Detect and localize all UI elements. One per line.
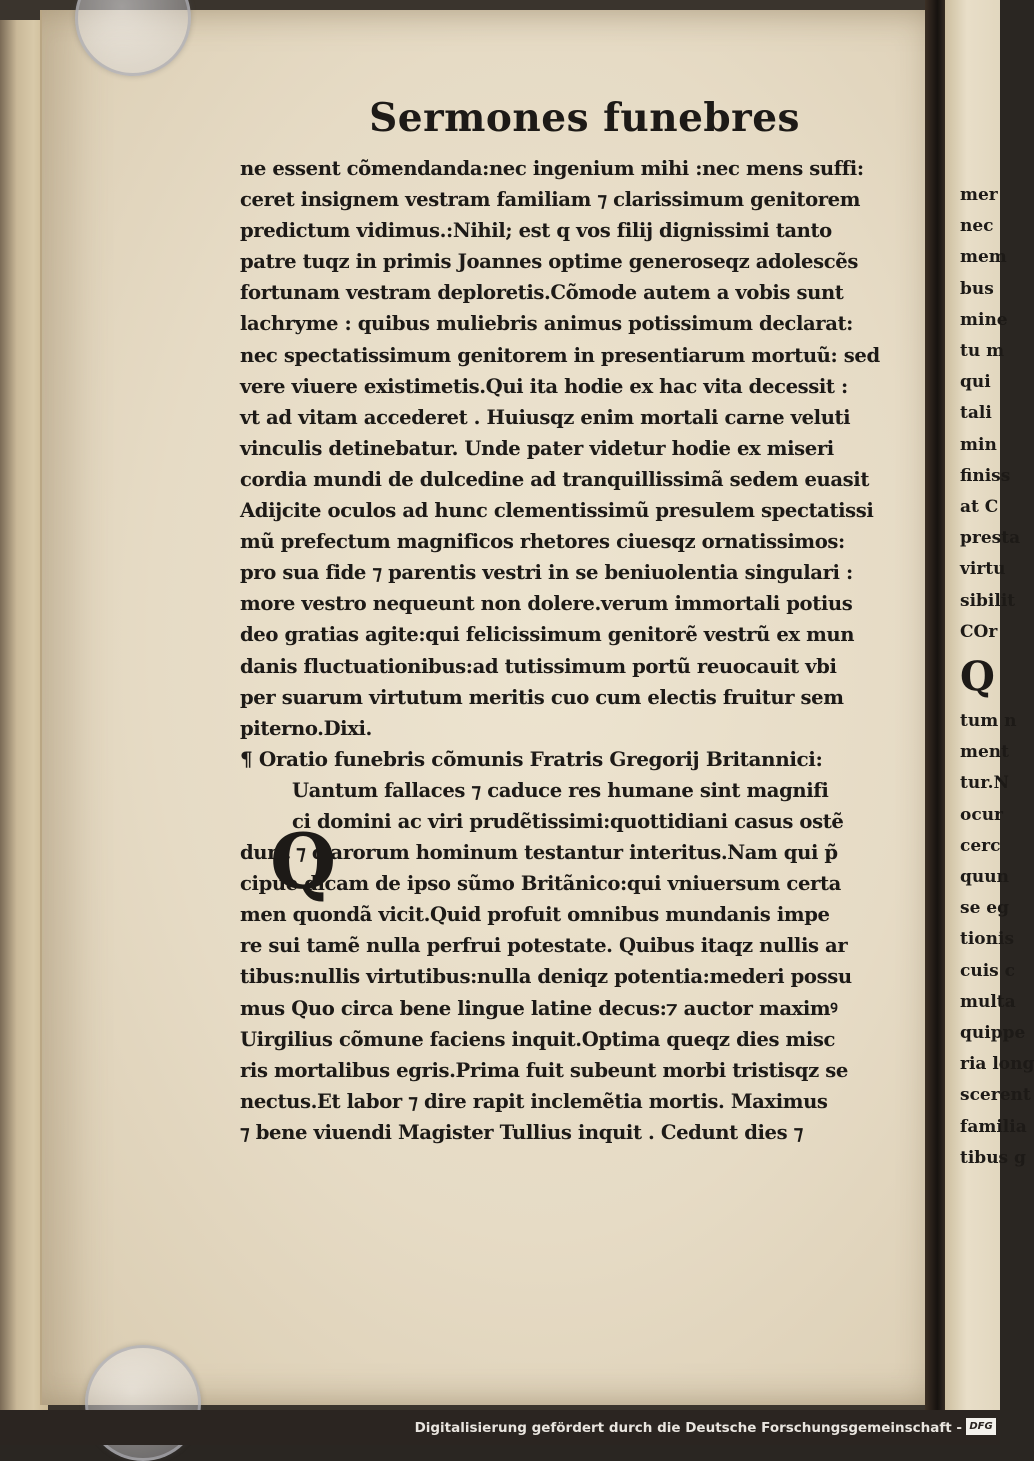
- text-line: lachryme : quibus muliebris animus potissimum declarat:: [240, 312, 853, 336]
- facing-page-line: mem: [960, 247, 1007, 268]
- text-line: per suarum virtutum meritis cuo cum electis fruitur sem: [240, 685, 844, 709]
- text-line: more vestro nequeunt non dolere.verum immortali potius: [240, 592, 853, 616]
- facing-page-line: ment: [960, 742, 1010, 763]
- facing-page-line: COr: [960, 621, 998, 642]
- facing-page-line: finiss: [960, 465, 1011, 486]
- facing-page-line: familia: [960, 1116, 1027, 1137]
- facing-page-line: quippe: [960, 1023, 1026, 1044]
- footer-bar: [0, 1410, 1000, 1445]
- footer-credit: Digitalisierung gefördert durch die Deutsche Forschungsgemeinschaft -: [414, 1420, 962, 1436]
- text-line: ¶ Oratio funebris cõmunis Fratris Gregorij Britannici:: [240, 746, 823, 771]
- facing-page-line: multa: [960, 991, 1016, 1012]
- text-line: piterno.Dixi.: [240, 716, 372, 740]
- text-line: dunt ⁊ clarorum hominum testantur interitus.Nam qui p̃: [240, 841, 838, 865]
- facing-page-line: qui: [960, 372, 991, 393]
- facing-page-line: presta: [960, 528, 1021, 549]
- text-line: vinculis detinebatur. Unde pater videtur hodie ex miseri: [240, 436, 834, 460]
- text-line: predictum vidimus.:Nihil; est q vos filij dignissimi tanto: [240, 219, 832, 243]
- text-line: ne essent cõmendanda:nec ingenium mihi :nec mens suffi:: [240, 157, 864, 180]
- text-line: danis fluctuationibus:ad tutissimum portũ reuocauit vbi: [240, 654, 837, 678]
- facing-page-line: tum n: [960, 711, 1017, 732]
- text-line: re sui tamẽ nulla perfrui potestate. Quibus itaqz nullis ar: [240, 934, 848, 958]
- text-line: ci domini ac viri prudẽtissimi:quottidiani casus ostẽ: [292, 809, 844, 833]
- text-line: ris mortalibus egris.Prima fuit subeunt morbi tristisqz se: [240, 1058, 848, 1082]
- facing-page-line: mer: [960, 185, 998, 205]
- text-lines: [240, 153, 920, 1148]
- text-line: ceret insignem vestram familiam ⁊ clarissimum genitorem: [240, 188, 861, 212]
- text-line: patre tuqz in primis Joannes optime generoseqz adolescẽs: [240, 250, 858, 274]
- facing-page-line: tali: [960, 403, 992, 424]
- facing-page-line: nec: [960, 216, 994, 237]
- dfg-logo: DFG: [966, 1418, 996, 1435]
- text-line: nec spectatissimum genitorem in presentiarum mortuũ: sed: [240, 343, 880, 367]
- facing-page-line: tur.N: [960, 773, 1010, 794]
- facing-page-line: se eg: [960, 898, 1010, 919]
- facing-page-line: cerc: [960, 835, 1001, 856]
- facing-page-line: scerent: [960, 1085, 1031, 1106]
- text-line: pro sua fide ⁊ parentis vestri in se beniuolentia singulari :: [240, 561, 853, 585]
- facing-page-line: Q: [960, 653, 995, 701]
- facing-page-line: sibilit: [960, 590, 1016, 611]
- drop-capital: Q: [270, 817, 337, 906]
- facing-page-line: cuis c: [960, 960, 1016, 981]
- facing-page-line: virtu: [960, 559, 1006, 580]
- facing-page-line: mine: [960, 309, 1008, 330]
- facing-page-line: quun: [960, 867, 1009, 888]
- facing-page-line: tu m: [960, 341, 1005, 362]
- text-line: Uirgilius cõmune faciens inquit.Optima queqz dies misc: [240, 1027, 836, 1051]
- text-line: tibus:nullis virtutibus:nulla deniqz potentia:mederi possu: [240, 965, 852, 989]
- facing-page-line: bus: [960, 278, 994, 299]
- text-line: Uantum fallaces ⁊ caduce res humane sint magnifi: [292, 778, 829, 802]
- text-line: fortunam vestram deploretis.Cõmode autem a vobis sunt: [240, 281, 844, 305]
- text-line: Adijcite oculos ad hunc clementissimũ presulem spectatissi: [240, 499, 874, 523]
- facing-page-line: ria long: [960, 1054, 1034, 1075]
- page-text-block: [240, 95, 920, 1148]
- text-line: men quondã vicit.Quid profuit omnibus mundanis impe: [240, 903, 830, 927]
- facing-page-line: min: [960, 434, 997, 455]
- text-line: ⁊ bene viuendi Magister Tullius inquit . Cedunt dies ⁊: [240, 1120, 804, 1144]
- facing-page-line: tionis: [960, 929, 1015, 950]
- facing-page-line: tibus g: [960, 1147, 1026, 1168]
- text-line: vere viuere existimetis.Qui ita hodie ex hac vita decessit :: [240, 374, 848, 398]
- text-line: nectus.Et labor ⁊ dire rapit inclemẽtia mortis. Maximus: [240, 1089, 828, 1113]
- text-line: cipue dicam de ipso sũmo Britãnico:qui vniuersum certa: [240, 872, 841, 896]
- text-line: vt ad vitam accederet . Huiusqz enim mortali carne veluti: [240, 405, 851, 429]
- facing-page-line: at C: [960, 497, 999, 518]
- facing-page-line: ocur: [960, 804, 1004, 825]
- text-line: mus Quo circa bene lingue latine decus:⁊ auctor maximꝰ: [240, 996, 838, 1020]
- page-header: Sermones funebres: [369, 95, 800, 141]
- facing-page-text: [960, 180, 1034, 1174]
- text-line: cordia mundi de dulcedine ad tranquillissimã sedem euasit: [240, 467, 869, 491]
- text-line: mũ prefectum magnificos rhetores ciuesqz ornatissimos:: [240, 530, 845, 554]
- text-line: deo gratias agite:qui felicissimum genitorẽ vestrũ ex mun: [240, 623, 855, 647]
